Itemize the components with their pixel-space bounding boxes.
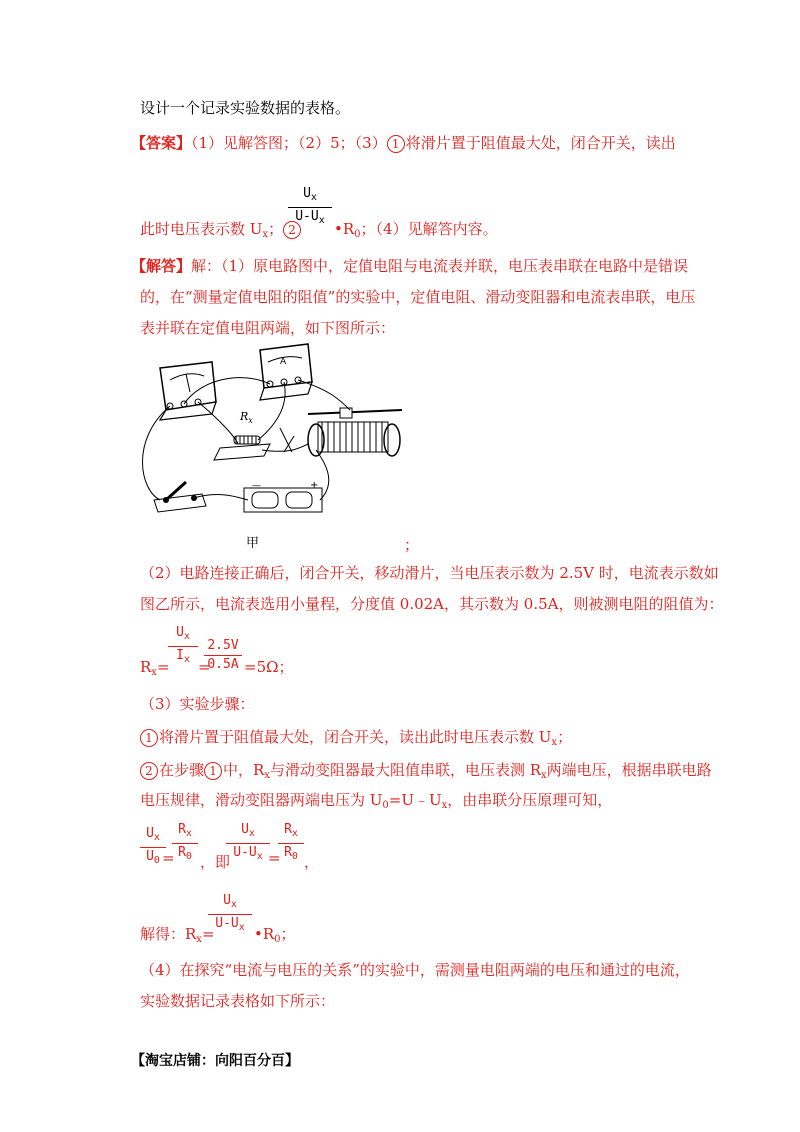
solution-line-9: 实验数据记录表格如下所示： — [140, 992, 336, 1010]
eq1-fraction-1: $U_x$ $I_x$ — [168, 625, 198, 668]
eq1-eq: = — [198, 658, 211, 676]
eq3-head: 解得：$R_x=$ — [140, 925, 215, 945]
eq2-fraction-4: $R_x$ $R_0$ — [278, 822, 304, 865]
answer-line-2-tail: $•R_0$；（4）见解答内容。 — [334, 220, 498, 240]
answer-tag: 【答案】 — [131, 134, 192, 152]
solution-line-3: 表并联在定值电阻两端，如下图所示： — [140, 319, 396, 337]
solution-line-7: 电压规律，滑动变阻器两端电压为 $U_0=U﹣U_x$，由串联分压原理可知， — [140, 791, 613, 811]
eq3-tail: $•R_0$； — [254, 925, 296, 945]
solution-line-1: 【解答】解：（1）原电路图中，定值电阻与电流表并联，电压表串联在电路中是错误 — [131, 257, 689, 275]
figure-semicolon: ； — [404, 536, 420, 554]
figure-caption: 甲 — [246, 536, 260, 551]
solution-line-2: 的，在“测量定值电阻的阻值”的实验中，定值电阻、滑动变阻器和电流表串联，电压 — [140, 288, 696, 306]
answer-line-2: 此时电压表示数 $U_x$； 2 — [140, 219, 302, 245]
solution-line-8: （4）在探究“电流与电压的关系”的实验中，需测量电阻两端的电压和通过的电流， — [140, 961, 690, 979]
eq2-fraction-2: $R_x$ $R_0$ — [172, 822, 198, 865]
ammeter-icon — [260, 344, 312, 400]
solution-line-6: （3）实验步骤： — [140, 695, 255, 713]
solution-tag: 【解答】 — [131, 257, 192, 275]
voltmeter-icon — [160, 362, 216, 420]
circuit-diagram — [140, 340, 440, 555]
rx-label: $R_x$ — [240, 410, 253, 425]
eq3-fraction: $U_x$ $U-U_x$ — [208, 893, 252, 936]
solution-line-5: 图乙所示，电流表选用小量程，分度值 0.02A，其示数为 0.5A，则被测电阻的阻值为： — [140, 595, 724, 613]
step-1: 1 将滑片置于阻值最大处，闭合开关，读出此时电压表示数 $U_x$； — [140, 727, 572, 753]
battery-minus: — — [252, 481, 261, 491]
circled-number: 2 — [283, 221, 301, 239]
eq2-end: ， — [304, 853, 320, 871]
eq2-fraction-1: $U_x$ $U_0$ — [140, 826, 166, 869]
resistor-icon — [214, 410, 270, 460]
battery-plus: + — [310, 480, 319, 491]
eq2-mid: ，即 — [200, 853, 231, 871]
eq1-head: $R_x=$ — [140, 658, 170, 678]
rheostat-icon — [308, 408, 402, 456]
answer-line-1: 【答案】（1）见解答图；（2）5；（3） 1 将滑片置于阻值最大处，闭合开关，读出 — [131, 134, 676, 152]
battery-icon — [244, 480, 322, 512]
answer-fraction: $U_x$ $U-U_x$ — [288, 186, 332, 229]
step-2: 2 在步骤 1 中，$R_x$与滑动变阻器最大阻值串联，电压表测 $R_x$两端电压，根据串联电路 — [140, 760, 712, 786]
eq1-tail: =5Ω； — [244, 658, 294, 676]
circled-number: 1 — [387, 135, 405, 153]
eq2-eq-2: = — [268, 849, 281, 867]
solution-line-4: （2）电路连接正确后，闭合开关，移动滑片，当电压表示数为 2.5V 时，电流表示数如 — [140, 564, 719, 582]
eq1-fraction-2: 2.5V 0.5A — [204, 638, 242, 673]
intro-text: 设计一个记录实验数据的表格。 — [140, 99, 351, 117]
eq2-fraction-3: $U_x$ $U-U_x$ — [226, 822, 270, 865]
eq2-eq-1: = — [162, 849, 175, 867]
ammeter-label: A — [280, 357, 287, 367]
footer-shop: 【淘宝店铺：向阳百分百】 — [131, 1053, 299, 1069]
